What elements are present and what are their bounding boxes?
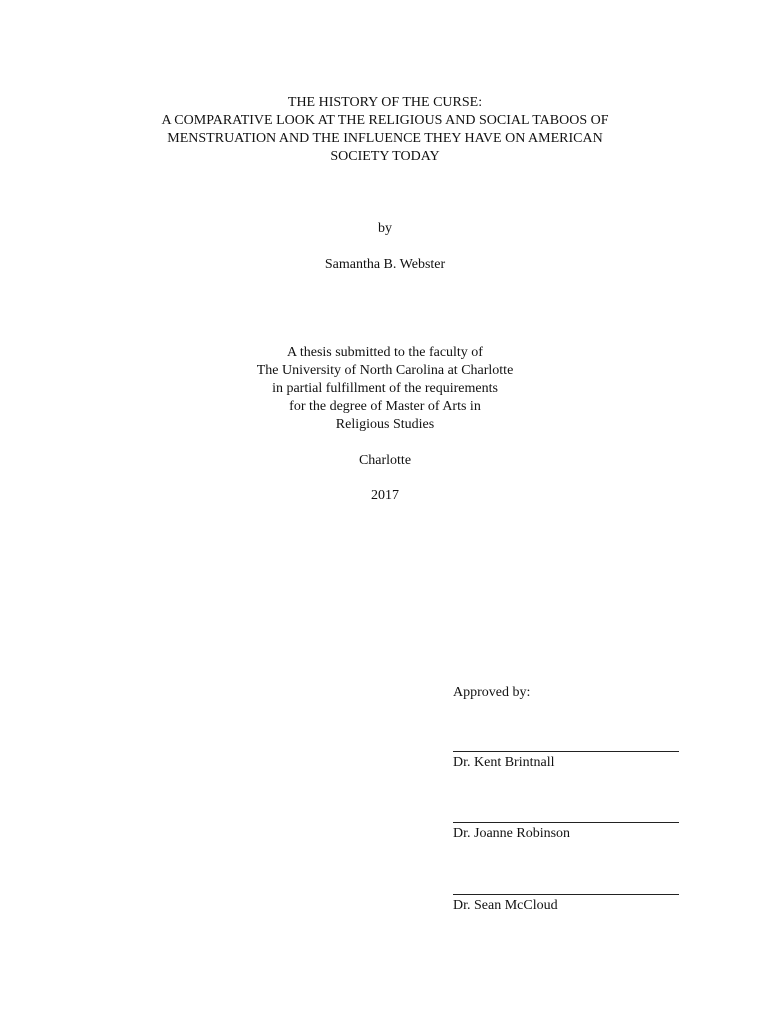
year: [0, 487, 770, 505]
thesis-title: [0, 94, 770, 166]
submission-line: A thesis submitted to the faculty of: [287, 345, 483, 360]
author: [0, 256, 770, 274]
place-text: Charlotte: [358, 453, 412, 468]
submission-line: The University of North Carolina at Charlotte: [256, 363, 514, 378]
author-name: Samantha B. Webster: [324, 257, 446, 272]
place: [0, 452, 770, 470]
approved-by-label: Approved by:: [453, 685, 531, 700]
submission-line: in partial fulfillment of the requirements: [272, 381, 498, 396]
signatory-name: Dr. Kent Brintnall: [453, 755, 555, 770]
signature-block: [453, 894, 681, 915]
year-text: 2017: [371, 488, 399, 503]
title-line: THE HISTORY OF THE CURSE:: [287, 95, 483, 110]
by-text: by: [378, 221, 392, 236]
submission-statement: [0, 344, 770, 434]
signature-line: [453, 894, 679, 895]
title-line: MENSTRUATION AND THE INFLUENCE THEY HAVE ON AMERICAN: [167, 131, 603, 146]
submission-line: Religious Studies: [335, 417, 435, 432]
signatory-name: Dr. Sean McCloud: [453, 898, 558, 913]
submission-line: for the degree of Master of Arts in: [289, 399, 481, 414]
by-line: [0, 220, 770, 238]
title-line: A COMPARATIVE LOOK AT THE RELIGIOUS AND SOCIAL TABOOS OF: [161, 113, 609, 128]
title-line: SOCIETY TODAY: [330, 149, 440, 164]
signatory-name: Dr. Joanne Robinson: [453, 826, 571, 841]
signature-line: [453, 822, 679, 823]
approval-section: [453, 684, 681, 913]
signature-block: [453, 751, 681, 772]
signature-line: [453, 751, 679, 752]
signature-block: [453, 822, 681, 843]
